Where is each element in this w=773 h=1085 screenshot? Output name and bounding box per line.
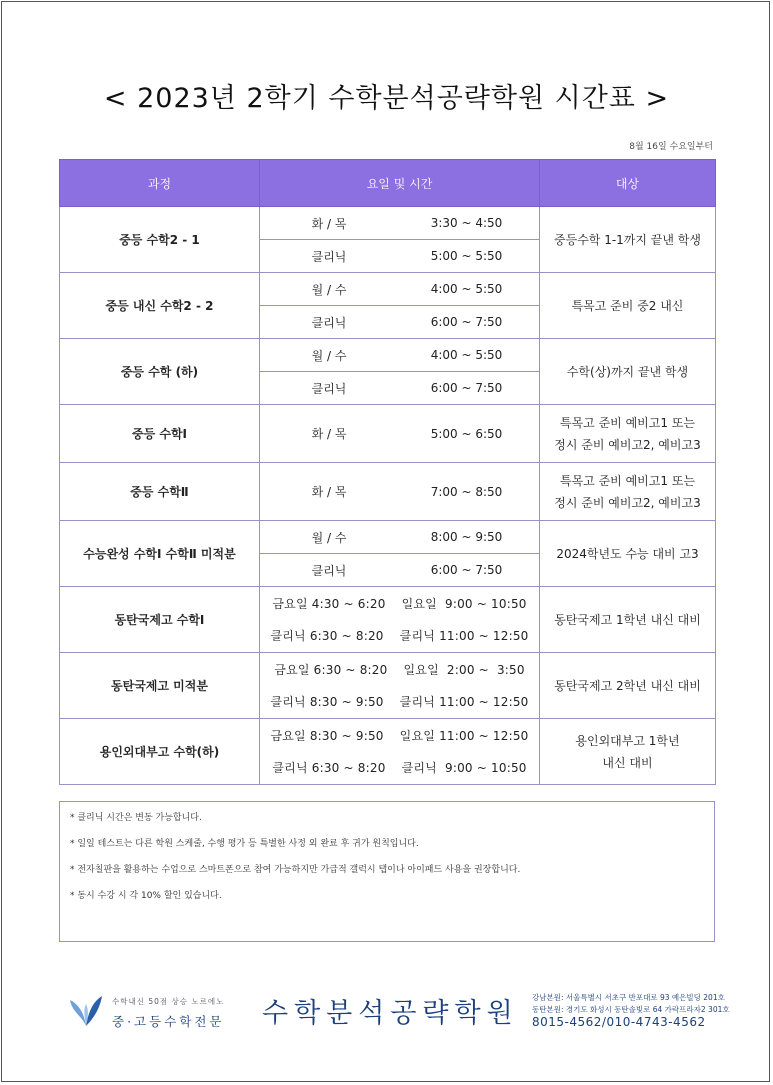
session-cell [260, 273, 540, 339]
table-row [60, 719, 716, 785]
session-day: 클리닉 [311, 563, 347, 578]
weekend-schedule: 클리닉 6:30 ~ 8:20 클리닉 11:00 ~ 12:50 [270, 629, 529, 643]
notes-box [59, 801, 715, 942]
note-item: * 동시 수강 시 각 10% 할인 있습니다. [70, 891, 222, 901]
session-cell [260, 653, 540, 719]
session-time: 3:30 ~ 4:50 [430, 216, 503, 230]
target-cell [540, 405, 716, 463]
table-row [60, 273, 716, 339]
session-time: 8:00 ~ 9:50 [430, 530, 503, 544]
target-text: 특목고 준비 예비고1 또는 [560, 415, 695, 430]
note-item: * 클리닉 시간은 변동 가능합니다. [70, 813, 202, 823]
course-name: 동탄국제고 수학Ⅰ [60, 587, 260, 653]
session-time: 7:00 ~ 8:50 [430, 484, 503, 499]
header-course: 과정 [60, 160, 260, 207]
course-name: 중등 수학2 - 1 [60, 207, 260, 273]
weekend-schedule: 금요일 8:30 ~ 9:50 일요일 11:00 ~ 12:50 [270, 729, 529, 743]
session-day: 월 / 수 [311, 348, 347, 363]
header-time: 요일 및 시간 [260, 160, 540, 207]
table-row [60, 587, 716, 653]
target-text: 수학(상)까지 끝낸 학생 [540, 339, 716, 405]
course-name: 용인외대부고 수학(하) [60, 719, 260, 785]
course-name: 중등 내신 수학2 - 2 [60, 273, 260, 339]
weekend-schedule: 클리닉 6:30 ~ 8:20 클리닉 9:00 ~ 10:50 [272, 761, 527, 775]
table-row [60, 339, 716, 405]
target-text: 동탄국제고 1학년 내신 대비 [540, 587, 716, 653]
session-time: 4:00 ~ 5:50 [430, 348, 503, 362]
address-line: 동탄본원: 경기도 화성시 동탄솔빛로 64 가락프라자2 301호 [532, 1005, 730, 1014]
course-name: 동탄국제고 미적분 [60, 653, 260, 719]
target-text: 중등수학 1-1까지 끝낸 학생 [540, 207, 716, 273]
schedule-table [59, 159, 716, 785]
session-time: 4:00 ~ 5:50 [430, 282, 503, 296]
footer-slogan: 수학내신 50점 상승 노르에노 [112, 997, 225, 1006]
session-cell [260, 587, 540, 653]
target-text: 2024학년도 수능 대비 고3 [540, 521, 716, 587]
table-row [60, 521, 716, 587]
target-text: 동탄국제고 2학년 내신 대비 [540, 653, 716, 719]
target-text: 정시 준비 예비고2, 예비고3 [554, 437, 701, 452]
session-day: 클리닉 [311, 381, 347, 396]
table-row [60, 207, 716, 273]
target-text: 특목고 준비 예비고1 또는 [560, 473, 695, 488]
session-day: 클리닉 [311, 249, 347, 264]
session-cell [260, 521, 540, 587]
target-text: 정시 준비 예비고2, 예비고3 [554, 495, 701, 510]
leaf-logo-icon [68, 992, 104, 1028]
table-row [60, 405, 716, 463]
course-name: 수능완성 수학Ⅰ 수학Ⅱ 미적분 [60, 521, 260, 587]
target-text: 내신 대비 [602, 755, 653, 770]
address-line: 강남본원: 서울특별시 서초구 반포대로 93 예은빌딩 201호 [532, 993, 725, 1002]
academy-name: 수학분석공략학원 [262, 998, 519, 1029]
course-name: 중등 수학 (하) [60, 339, 260, 405]
note-item: * 전자칠판을 활용하는 수업으로 스마트폰으로 참여 가능하지만 가급적 갤럭시 탭이나 아이패드 사용을 권장합니다. [70, 865, 521, 875]
weekend-schedule: 클리닉 8:30 ~ 9:50 클리닉 11:00 ~ 12:50 [270, 695, 529, 709]
session-time: 6:00 ~ 7:50 [430, 563, 503, 577]
target-text: 용인외대부고 1학년 [575, 733, 680, 748]
table-row [60, 653, 716, 719]
session-time: 5:00 ~ 6:50 [430, 426, 503, 441]
target-cell [540, 463, 716, 521]
session-time: 5:00 ~ 5:50 [430, 249, 503, 263]
target-cell [540, 719, 716, 785]
session-cell [260, 463, 540, 521]
course-name: 중등 수학Ⅰ [60, 405, 260, 463]
session-day: 화 / 목 [311, 485, 347, 499]
weekend-schedule: 금요일 4:30 ~ 6:20 일요일 9:00 ~ 10:50 [272, 597, 527, 611]
page-title: < 2023년 2학기 수학분석공략학원 시간표 > [103, 83, 670, 114]
table-row [60, 463, 716, 521]
session-cell [260, 719, 540, 785]
target-text: 특목고 준비 중2 내신 [540, 273, 716, 339]
footer-subtitle: 중·고등수학전문 [112, 1014, 225, 1029]
session-day: 화 / 목 [311, 216, 347, 231]
session-cell [260, 405, 540, 463]
footer-address [532, 992, 730, 1016]
footer-phone: 8015-4562/010-4743-4562 [532, 1015, 706, 1029]
date-note: 8월 16일 수요일부터 [629, 142, 713, 152]
session-time: 6:00 ~ 7:50 [430, 381, 503, 395]
session-day: 화 / 목 [311, 427, 347, 441]
header-target: 대상 [540, 160, 716, 207]
course-name: 중등 수학Ⅱ [60, 463, 260, 521]
session-time: 6:00 ~ 7:50 [430, 315, 503, 329]
session-day: 월 / 수 [311, 530, 347, 545]
session-cell [260, 207, 540, 273]
session-day: 클리닉 [311, 315, 347, 330]
session-day: 월 / 수 [311, 282, 347, 297]
weekend-schedule: 금요일 6:30 ~ 8:20 일요일 2:00 ~ 3:50 [274, 663, 525, 677]
table-header-row [60, 160, 716, 207]
note-item: * 일일 테스트는 다른 학원 스케줄, 수행 평가 등 특별한 사정 외 완료 후 귀가 원칙입니다. [70, 839, 419, 849]
session-cell [260, 339, 540, 405]
